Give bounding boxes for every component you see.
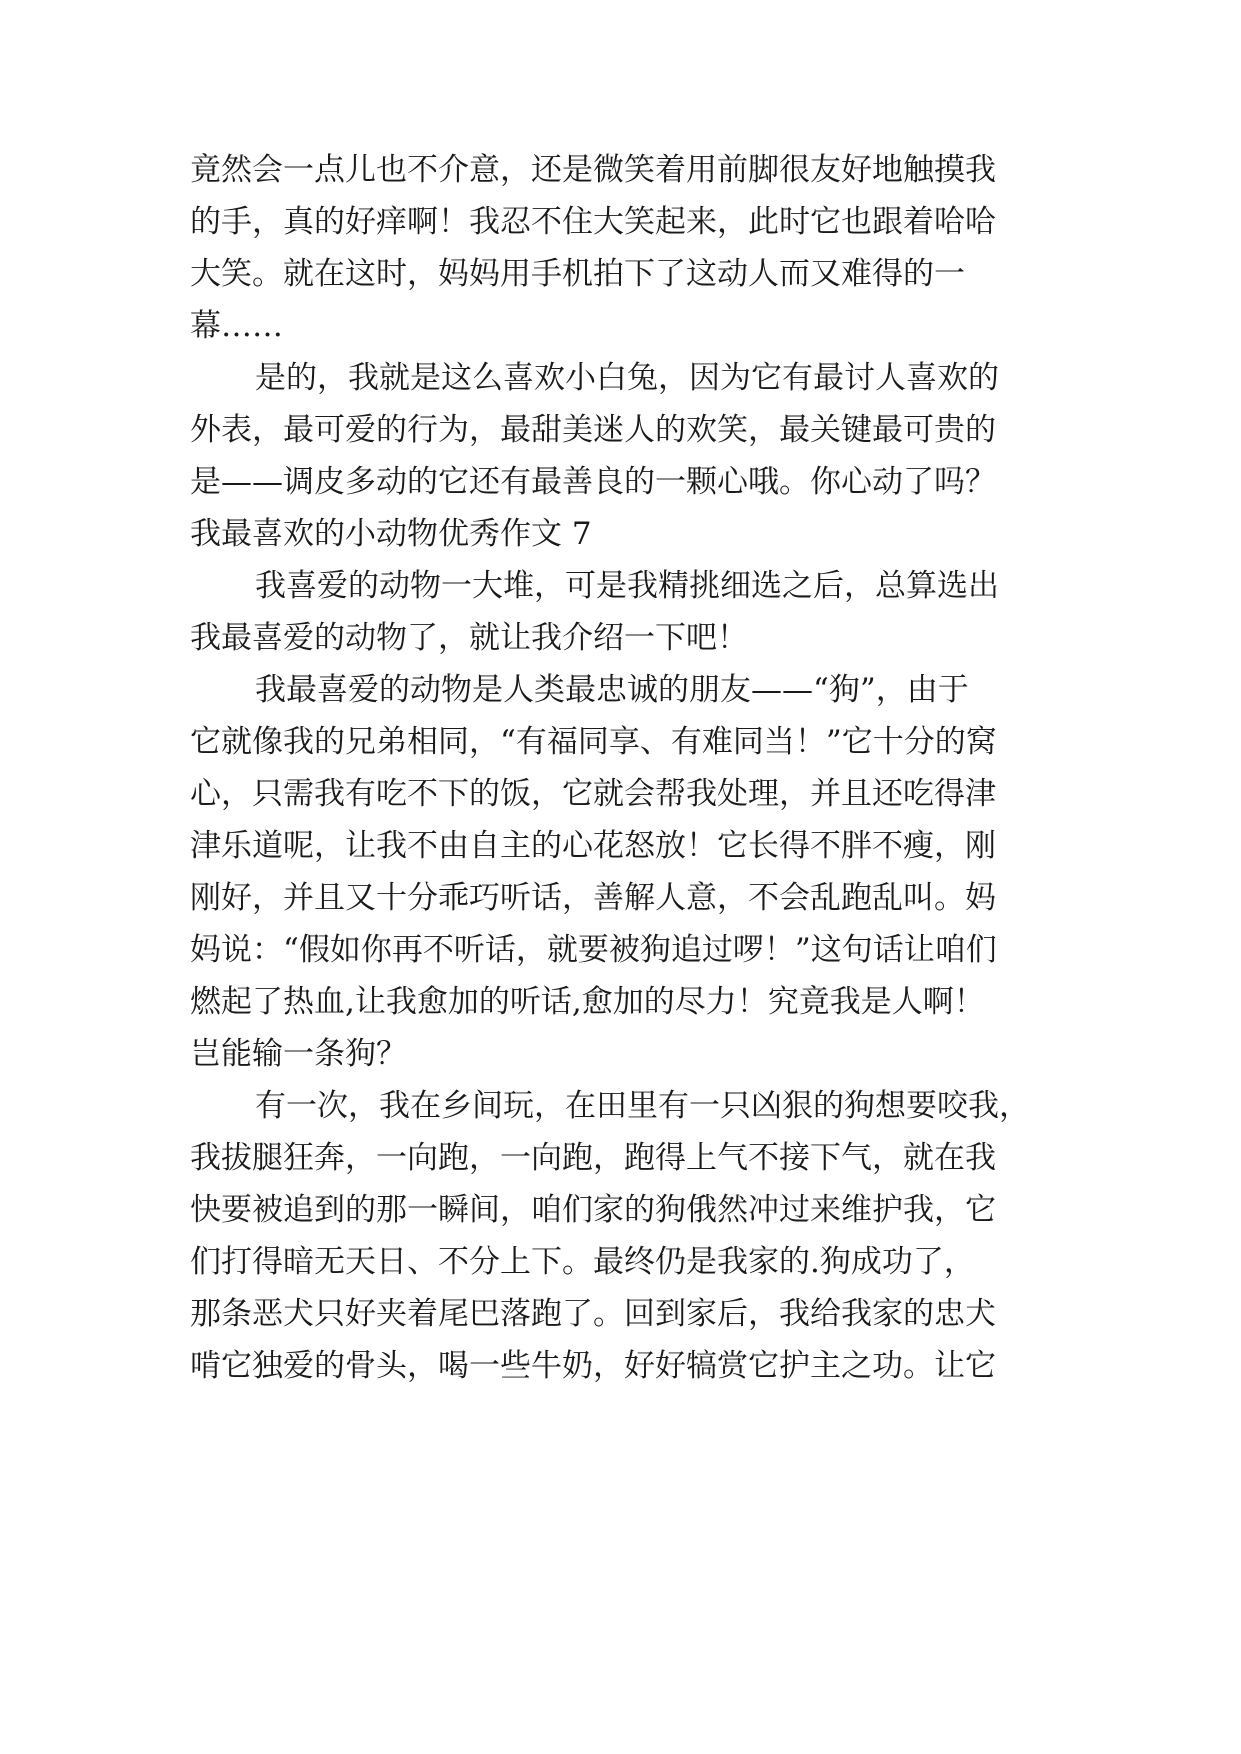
text-line: 妈说：“假如你再不听话，就要被狗追过啰！”这句话让咱们 xyxy=(190,932,997,968)
text-line: 们打得暗无天日、不分上下。最终仍是我家的.狗成功了， xyxy=(190,1244,975,1280)
text-line: 它就像我的兄弟相同，“有福同享、有难同当！”它十分的窝 xyxy=(190,724,997,760)
text-line: 外表，最可爱的行为，最甜美迷人的欢笑，最关键最可贵的 xyxy=(190,412,996,448)
text-line: 燃起了热血,让我愈加的听话,愈加的尽力！究竟我是人啊！ xyxy=(190,984,985,1020)
text-line: 竟然会一点儿也不介意，还是微笑着用前脚很友好地触摸我 xyxy=(190,152,996,188)
text-line: 心，只需我有吃不下的饭，它就会帮我处理，并且还吃得津 xyxy=(190,776,996,812)
section-heading: 我最喜欢的小动物优秀作文 7 xyxy=(190,516,592,552)
paragraph-first-line: 我最喜爱的动物是人类最忠诚的朋友——“狗”，由于 xyxy=(255,672,969,708)
text-line: 我最喜爱的动物了，就让我介绍一下吧！ xyxy=(190,620,748,656)
text-line: 岂能输一条狗？ xyxy=(190,1036,407,1072)
text-line: 快要被追到的那一瞬间，咱们家的狗俄然冲过来维护我，它 xyxy=(190,1192,996,1228)
paragraph-first-line: 有一次，我在乡间玩，在田里有一只凶狠的狗想要咬我， xyxy=(255,1088,1030,1124)
text-line: 津乐道呢，让我不由自主的心花怒放！它长得不胖不瘦，刚 xyxy=(190,828,996,864)
text-line: 那条恶犬只好夹着尾巴落跑了。回到家后，我给我家的忠犬 xyxy=(190,1296,996,1332)
paragraph-first-line: 我喜爱的动物一大堆，可是我精挑细选之后，总算选出 xyxy=(255,568,999,604)
text-line: 是——调皮多动的它还有最善良的一颗心哦。你心动了吗？ xyxy=(190,464,996,500)
text-line: 幕…… xyxy=(190,308,283,344)
text-line: 我拔腿狂奔，一向跑，一向跑，跑得上气不接下气，就在我 xyxy=(190,1140,996,1176)
text-line: 啃它独爱的骨头，喝一些牛奶，好好犒赏它护主之功。让它 xyxy=(190,1348,996,1384)
text-line: 刚好，并且又十分乖巧听话，善解人意，不会乱跑乱叫。妈 xyxy=(190,880,996,916)
paragraph-first-line: 是的，我就是这么喜欢小白兔，因为它有最讨人喜欢的 xyxy=(255,360,999,396)
text-line: 大笑。就在这时，妈妈用手机拍下了这动人而又难得的一 xyxy=(190,256,965,292)
text-line: 的手，真的好痒啊！我忍不住大笑起来，此时它也跟着哈哈 xyxy=(190,204,996,240)
